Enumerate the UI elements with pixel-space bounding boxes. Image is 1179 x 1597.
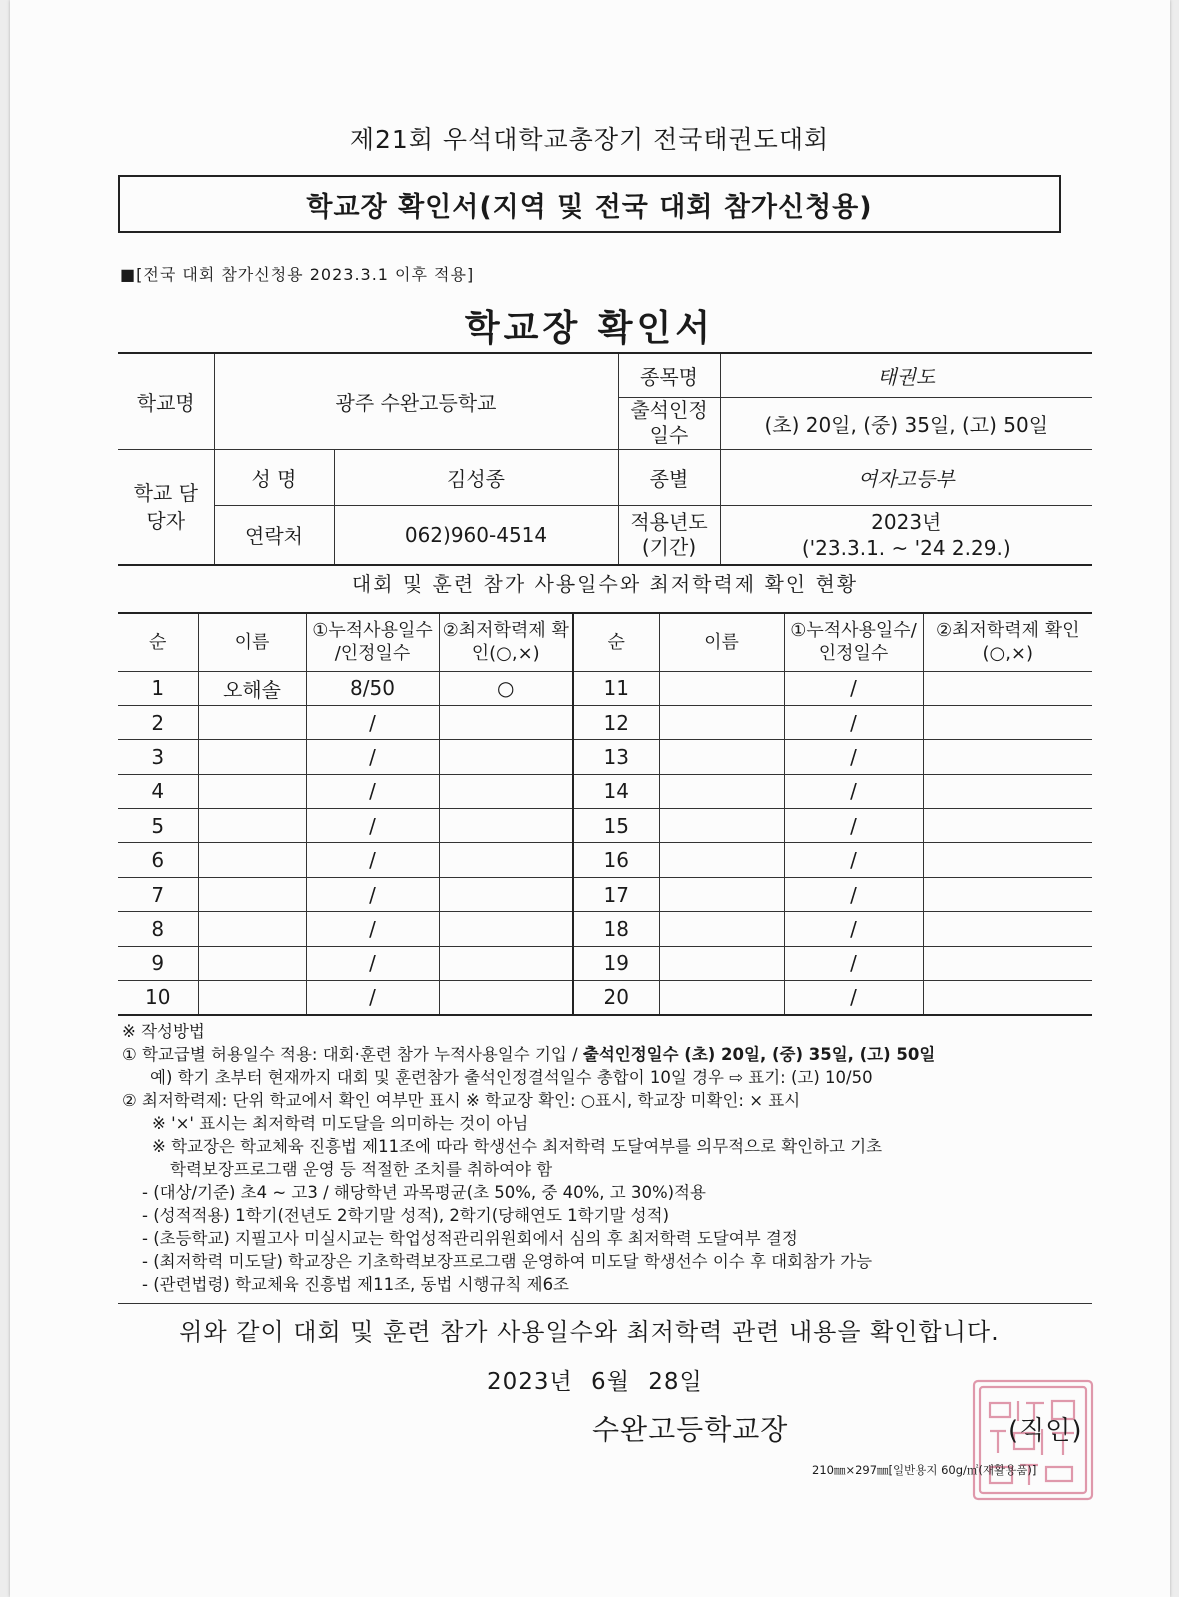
instruction-note-2: ※ 학교장은 학교체육 진흥법 제11조에 따라 학생선수 최저학력 도달여부를 의무적으로 확인하고 기초 (152, 1137, 883, 1156)
row-days: / (306, 809, 439, 843)
table-row (118, 809, 1092, 843)
row-confirm (439, 809, 573, 843)
school-name-label: 학교명 (118, 353, 214, 449)
instruction-bullet-2: - (성적적용) 1학기(전년도 2학기말 성적), 2학기(당해연도 1학기말 성적) (142, 1206, 670, 1225)
row-confirm (439, 946, 573, 980)
school-name-value: 광주 수완고등학교 (214, 353, 618, 449)
instruction-bullet-1: - (대상/기준) 초4 ~ 고3 / 해당학년 과목평균(초 50%, 중 40%, 고 30%)적용 (142, 1183, 706, 1202)
row-days-right: / (784, 774, 923, 808)
table-row (118, 843, 1092, 877)
row-name-right (659, 774, 784, 808)
row-no: 2 (118, 705, 198, 739)
school-info-table (118, 352, 1092, 566)
row-confirm-right (923, 843, 1092, 877)
table-row (118, 740, 1092, 774)
row-no-right: 15 (573, 809, 659, 843)
row-no: 1 (118, 671, 198, 705)
header-no: 순 (118, 613, 198, 671)
row-no: 10 (118, 981, 198, 1015)
certificate-subtitle: 학교장 확인서(지역 및 전국 대회 참가신청용) (306, 191, 873, 223)
row-name (198, 912, 306, 946)
row-name (198, 705, 306, 739)
row-confirm (439, 705, 573, 739)
row-confirm-right (923, 946, 1092, 980)
instruction-note-1: ※ '×' 표시는 최저학력 미도달을 의미하는 것이 아님 (152, 1114, 529, 1133)
table-row (118, 981, 1092, 1015)
row-name-right (659, 843, 784, 877)
row-name (198, 946, 306, 980)
year-label: 적용년도 (기간) (618, 505, 720, 565)
row-name (198, 740, 306, 774)
row-no-right: 11 (573, 671, 659, 705)
row-confirm-right (923, 981, 1092, 1015)
instruction-item-1-example: 예) 학기 초부터 현재까지 대회 및 훈련참가 출석인정결석일수 총합이 10일 경우 ⇨ 표기: (고) 10/50 (150, 1068, 873, 1087)
roster-section-title: 대회 및 훈련 참가 사용일수와 최저학력제 확인 현황 (351, 572, 859, 596)
sport-label: 종목명 (618, 353, 720, 397)
attendance-days-label: 출석인정 일수 (618, 397, 720, 449)
paper-spec-note: 210㎜×297㎜[일반용지 60g/㎡(재활용품)] (812, 1463, 1037, 1477)
row-days: / (306, 843, 439, 877)
contact-label: 연락처 (214, 505, 334, 565)
row-days-right: / (784, 912, 923, 946)
issue-date: 2023년 6월 28일 (487, 1369, 703, 1395)
row-no-right: 12 (573, 705, 659, 739)
table-row (118, 774, 1092, 808)
header-name-right: 이름 (659, 613, 784, 671)
writing-instructions (122, 1020, 1102, 1296)
row-confirm-right (923, 877, 1092, 911)
header-name: 이름 (198, 613, 306, 671)
row-name-right (659, 740, 784, 774)
event-title: 제21회 우석대학교총장기 전국태권도대회 (349, 125, 830, 154)
row-days-right: / (784, 981, 923, 1015)
seal-label: (직인) (1008, 1416, 1083, 1446)
row-name (198, 981, 306, 1015)
row-days: / (306, 912, 439, 946)
year-value: 2023년 (871, 509, 942, 534)
row-no: 5 (118, 809, 198, 843)
instruction-item-1 (122, 1043, 1102, 1066)
divider (118, 1303, 1092, 1304)
row-confirm-right (923, 705, 1092, 739)
row-no-right: 18 (573, 912, 659, 946)
row-days: / (306, 740, 439, 774)
row-days-right: / (784, 705, 923, 739)
instruction-bullet-4: - (최저학력 미도달) 학교장은 기초학력보장프로그램 운영하여 미도달 학생선수 이수 후 대회참가 가능 (142, 1252, 873, 1271)
table-row (118, 912, 1092, 946)
contact-value: 062)960-4514 (334, 505, 618, 565)
row-days: / (306, 981, 439, 1015)
row-name: 오해솔 (198, 671, 306, 705)
row-name-right (659, 981, 784, 1015)
row-name-right (659, 671, 784, 705)
row-confirm: ○ (439, 671, 573, 705)
period-value: ('23.3.1. ~ '24 2.29.) (801, 535, 1011, 560)
row-name (198, 809, 306, 843)
instruction-item-2: ② 최저학력제: 단위 학교에서 확인 여부만 표시 ※ 학교장 확인: ○표시, 학교장 미확인: × 표시 (122, 1091, 801, 1110)
manager-name-value: 김성종 (334, 449, 618, 505)
row-no-right: 16 (573, 843, 659, 877)
table-row (118, 877, 1092, 911)
row-name-right (659, 809, 784, 843)
header-confirm: ②최저학력제 확인(○,×) (439, 613, 573, 671)
row-confirm (439, 912, 573, 946)
row-confirm-right (923, 774, 1092, 808)
row-days-right: / (784, 946, 923, 980)
instruction-item-1-bold: 출석인정일수 (초) 20일, (중) 35일, (고) 50일 (582, 1045, 936, 1064)
row-confirm (439, 740, 573, 774)
row-days-right: / (784, 671, 923, 705)
row-confirm (439, 981, 573, 1015)
sport-value: 태권도 (720, 353, 1092, 397)
row-days: / (306, 877, 439, 911)
roster-header-row (118, 613, 1092, 671)
table-row (118, 946, 1092, 980)
row-no: 6 (118, 843, 198, 877)
application-note: ■[전국 대회 참가신청용 2023.3.1 이후 적용] (120, 265, 475, 284)
row-name (198, 843, 306, 877)
header-confirm-right: ②최저학력제 확인(○,×) (923, 613, 1092, 671)
table-row (118, 671, 1092, 705)
confirmation-statement: 위와 같이 대회 및 훈련 참가 사용일수와 최저학력 관련 내용을 확인합니다. (179, 1318, 1000, 1346)
row-no: 9 (118, 946, 198, 980)
manager-name-label: 성 명 (214, 449, 334, 505)
row-confirm-right (923, 740, 1092, 774)
row-confirm (439, 843, 573, 877)
row-no: 4 (118, 774, 198, 808)
instruction-note-2-cont: 학력보장프로그램 운영 등 적절한 조치를 취하여야 함 (170, 1160, 553, 1179)
category-value: 여자고등부 (720, 449, 1092, 505)
row-days-right: / (784, 740, 923, 774)
table-row (118, 705, 1092, 739)
row-name-right (659, 705, 784, 739)
row-no: 3 (118, 740, 198, 774)
row-days: / (306, 774, 439, 808)
row-no-right: 19 (573, 946, 659, 980)
row-confirm-right (923, 912, 1092, 946)
row-days-right: / (784, 843, 923, 877)
row-name (198, 774, 306, 808)
row-days-right: / (784, 809, 923, 843)
row-name (198, 877, 306, 911)
row-days: / (306, 946, 439, 980)
header-days-right: ①누적사용일수/ 인정일수 (784, 613, 923, 671)
year-cell (720, 505, 1092, 565)
row-name-right (659, 877, 784, 911)
row-no: 8 (118, 912, 198, 946)
certificate-subtitle-box (118, 175, 1061, 233)
header-no-right: 순 (573, 613, 659, 671)
school-manager-label: 학교 담당자 (118, 449, 214, 565)
category-label: 종별 (618, 449, 720, 505)
row-confirm (439, 877, 573, 911)
row-no-right: 17 (573, 877, 659, 911)
instructions-heading: ※ 작성방법 (122, 1022, 205, 1041)
row-days: 8/50 (306, 671, 439, 705)
attendance-days-value: (초) 20일, (중) 35일, (고) 50일 (720, 397, 1092, 449)
row-confirm (439, 774, 573, 808)
principal-title: 수완고등학교장 (592, 1413, 789, 1446)
instruction-bullet-3: - (초등학교) 지필고사 미실시교는 학업성적관리위원회에서 심의 후 최저학력 도달여부 결정 (142, 1229, 798, 1248)
row-days: / (306, 705, 439, 739)
row-no-right: 20 (573, 981, 659, 1015)
row-no-right: 14 (573, 774, 659, 808)
instruction-bullet-5: - (관련법령) 학교체육 진흥법 제11조, 동법 시행규칙 제6조 (142, 1275, 569, 1294)
row-name-right (659, 912, 784, 946)
instruction-item-1-text: ① 학교급별 허용일수 적용: 대회·훈련 참가 누적사용일수 기입 / (122, 1045, 583, 1064)
header-days: ①누적사용일수 /인정일수 (306, 613, 439, 671)
row-confirm-right (923, 671, 1092, 705)
main-title: 학교장 확인서 (464, 308, 715, 349)
row-days-right: / (784, 877, 923, 911)
row-no-right: 13 (573, 740, 659, 774)
row-name-right (659, 946, 784, 980)
roster-table (118, 612, 1092, 1016)
row-confirm-right (923, 809, 1092, 843)
row-no: 7 (118, 877, 198, 911)
